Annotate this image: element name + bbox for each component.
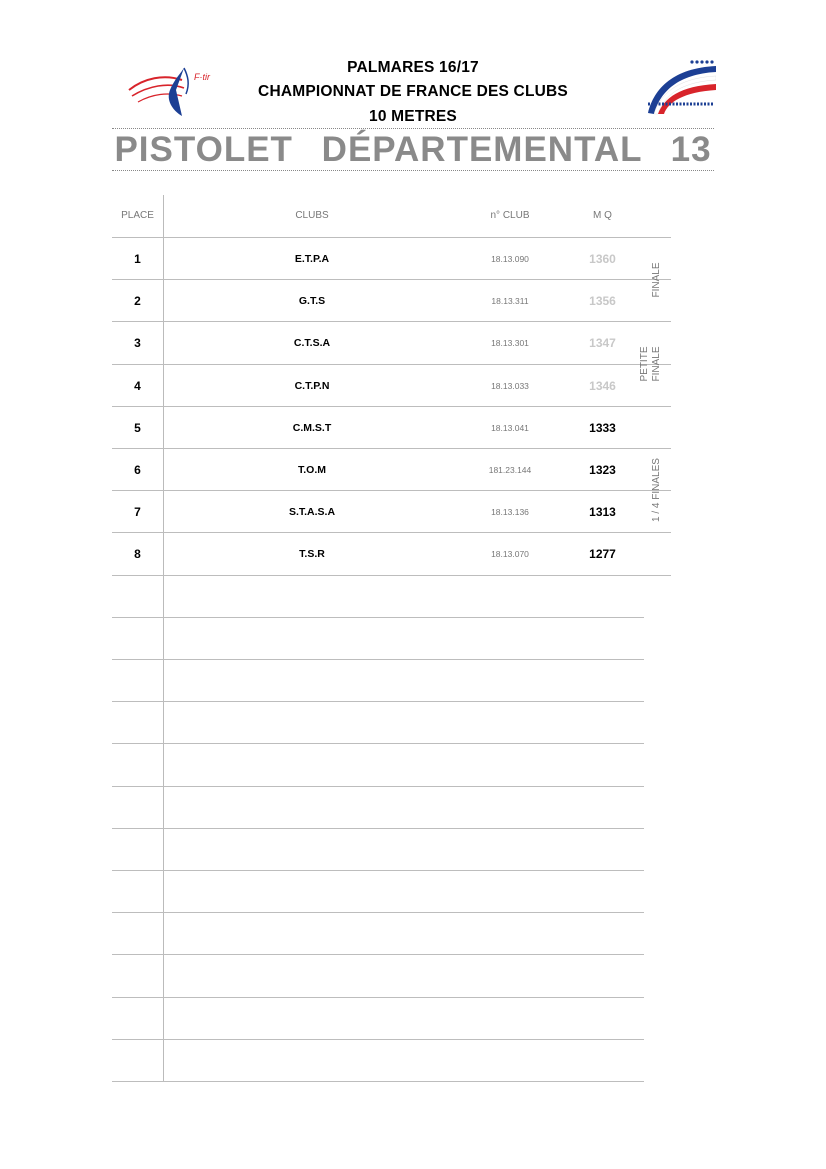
row-club: C.T.P.N [294, 379, 330, 392]
row-club-number: 18.13.033 [491, 380, 529, 391]
row-club-number: 18.13.301 [491, 338, 529, 349]
row-club: E.T.P.A [294, 253, 330, 265]
row-mq: 1356 [589, 294, 616, 309]
row-place: 6 [134, 463, 141, 477]
column-header-place: PLACE [121, 210, 154, 221]
row-place: 3 [134, 336, 141, 351]
row-place: 8 [134, 547, 141, 562]
table-row [112, 912, 644, 954]
row-mq: 1277 [589, 547, 616, 562]
table-row [112, 575, 644, 617]
column-header-club-number: n° CLUB [490, 210, 530, 221]
group-border-finale [644, 321, 671, 322]
column-header-mq: M Q [593, 210, 612, 221]
row-mq: 1347 [589, 336, 616, 351]
row-club-number: 18.13.136 [491, 507, 529, 518]
divider-bottom [112, 170, 714, 171]
table-row-border [112, 321, 671, 322]
column-header-clubs: CLUBS [295, 210, 329, 221]
row-place: 5 [134, 420, 141, 435]
row-place: 1 [134, 252, 141, 266]
table-row-border [112, 364, 671, 365]
label-finale: FINALE [651, 262, 662, 298]
table-row-border [112, 406, 671, 407]
label-quarter-finals: 1 / 4 FINALES [651, 458, 662, 522]
table-row [112, 954, 644, 996]
divider-top [112, 128, 714, 129]
table-header-border [112, 237, 671, 238]
row-club: C.T.S.A [293, 337, 331, 350]
row-club: T.O.M [298, 464, 326, 476]
table-row-border [112, 490, 671, 491]
row-place: 4 [134, 378, 141, 393]
row-club-number: 18.13.041 [491, 422, 529, 433]
table-row [112, 701, 644, 743]
row-club: T.S.R [299, 548, 325, 561]
table-row [112, 1039, 644, 1081]
label-petite: PETITE [639, 346, 650, 382]
row-mq: 1360 [589, 252, 616, 266]
table-row [112, 659, 644, 701]
row-mq: 1313 [589, 505, 616, 520]
row-mq: 1323 [589, 463, 616, 477]
row-club-number: 18.13.311 [491, 296, 529, 307]
table-row [112, 997, 644, 1039]
row-club: G.T.S [298, 295, 326, 308]
row-club: C.M.S.T [292, 421, 332, 434]
table-row-border [112, 532, 671, 533]
page-title: PISTOLET DÉPARTEMENTAL 13 [114, 130, 712, 169]
row-club-number: 18.13.090 [491, 254, 529, 264]
table-row [112, 828, 644, 870]
row-mq: 1333 [589, 420, 616, 435]
table-row-border [112, 279, 671, 280]
federation-logo-text: F·tir [194, 72, 210, 82]
table-row [112, 870, 644, 912]
group-border-petite-finale [644, 406, 671, 407]
header-line-season: PALMARES 16/17 [347, 59, 479, 76]
table-row [112, 617, 644, 659]
table-row [112, 743, 644, 785]
header-line-championship: CHAMPIONNAT DE FRANCE DES CLUBS [258, 83, 568, 100]
row-club-number: 181.23.144 [488, 465, 532, 475]
header-line-distance: 10 METRES [369, 108, 457, 125]
table-row [112, 786, 644, 828]
row-club-number: 18.13.070 [491, 549, 529, 560]
row-mq: 1346 [589, 378, 616, 393]
label-petite-finale: FINALE [651, 346, 662, 382]
table-row-border [112, 448, 671, 449]
table-row-border [112, 1081, 644, 1082]
row-place: 2 [134, 294, 141, 309]
row-place: 7 [134, 505, 141, 520]
row-club: S.T.A.S.A [288, 506, 336, 519]
